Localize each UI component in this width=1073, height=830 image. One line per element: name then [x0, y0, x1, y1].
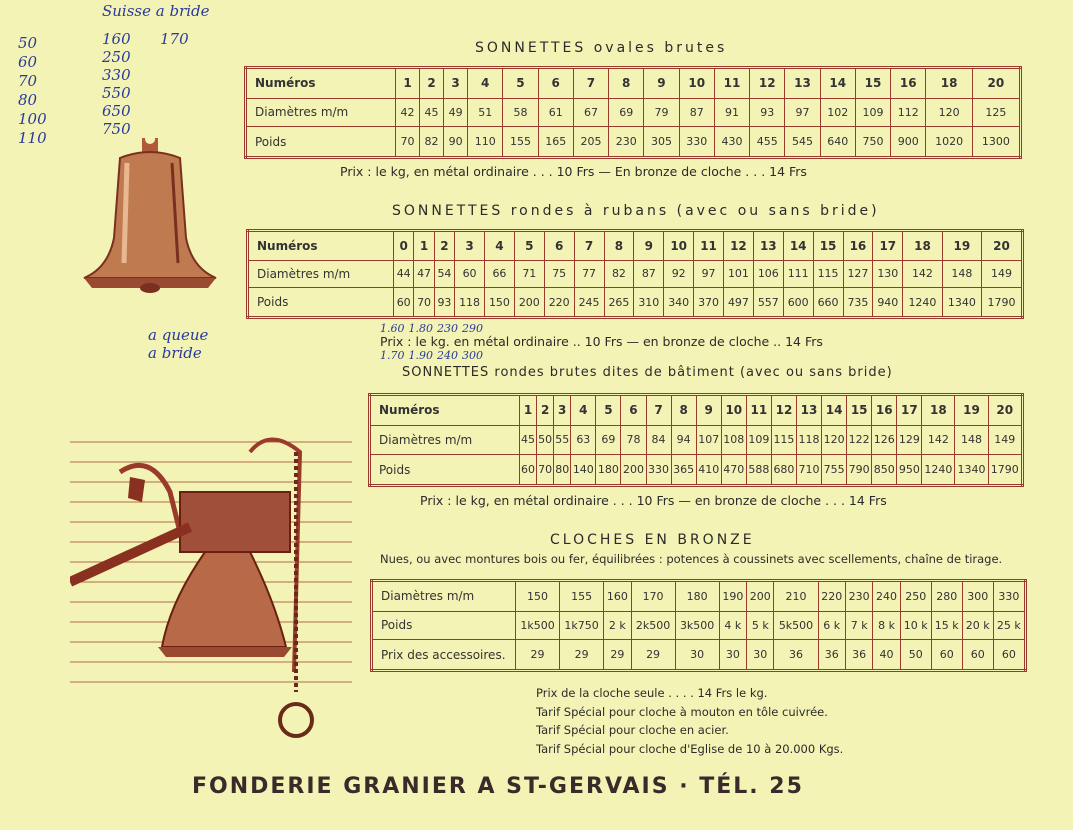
- table-cell: 142: [903, 260, 942, 288]
- hand-num: 650: [102, 102, 131, 120]
- table-cell: 200: [514, 288, 544, 318]
- table-cell: 265: [604, 288, 634, 318]
- table-cell: 4: [468, 68, 503, 99]
- section1-row-diametres: [246, 98, 1021, 127]
- side-note-bride: a bride: [148, 344, 202, 362]
- table-cell: 6 k: [818, 611, 845, 640]
- table-cell: 11: [694, 231, 724, 261]
- table-cell: 47: [414, 260, 434, 288]
- table-cell: 101: [724, 260, 754, 288]
- row-header: Diamètres m/m: [248, 260, 394, 288]
- row-header: Numéros: [246, 68, 396, 99]
- table-cell: 150: [516, 581, 560, 612]
- table-cell: 200: [621, 455, 646, 486]
- section2-row-poids: [248, 288, 1023, 318]
- hand-fig: 300: [462, 349, 483, 362]
- table-cell: 150: [485, 288, 515, 318]
- table-cell: 735: [843, 288, 873, 318]
- table-cell: 63: [571, 425, 596, 454]
- row-header: Diamètres m/m: [370, 425, 520, 454]
- table-cell: 600: [783, 288, 813, 318]
- hand-num: 330: [102, 66, 131, 84]
- table-cell: 2 k: [604, 611, 631, 640]
- table-cell: 165: [538, 127, 573, 158]
- hand-num: 110: [18, 129, 47, 147]
- table-cell: 190: [719, 581, 746, 612]
- table-cell: 55: [554, 425, 571, 454]
- table-cell: 1020: [926, 127, 972, 158]
- table-cell: 69: [609, 98, 644, 127]
- table-cell: 142: [922, 425, 955, 454]
- table-cell: 36: [818, 640, 845, 671]
- note-line: Tarif Spécial pour cloche en acier.: [536, 723, 729, 737]
- table-cell: 11: [746, 395, 771, 426]
- table-cell: 5: [596, 395, 621, 426]
- table-cell: 112: [891, 98, 926, 127]
- note-line: Prix de la cloche seule . . . . 14 Frs le kg.: [536, 686, 768, 700]
- table-cell: 220: [818, 581, 845, 612]
- row-header: Poids: [246, 127, 396, 158]
- handwritten-col1: [18, 34, 47, 148]
- table-cell: 44: [394, 260, 414, 288]
- table-cell: 118: [455, 288, 485, 318]
- row-header: Numéros: [248, 231, 394, 261]
- table-cell: 29: [631, 640, 675, 671]
- table-cell: 8: [604, 231, 634, 261]
- table-cell: 51: [468, 98, 503, 127]
- table-cell: 148: [942, 260, 981, 288]
- section1-table: [244, 66, 1022, 159]
- section2-row-diametres: [248, 260, 1023, 288]
- table-cell: 71: [514, 260, 544, 288]
- table-cell: 455: [750, 127, 785, 158]
- table-cell: 36: [845, 640, 872, 671]
- table-cell: 15: [855, 68, 890, 99]
- table-cell: 50: [900, 640, 931, 671]
- table-cell: 87: [634, 260, 664, 288]
- table-cell: 660: [813, 288, 843, 318]
- wall-bell-illustration: [70, 432, 352, 738]
- table-cell: 155: [560, 581, 604, 612]
- section3-row-poids: [370, 455, 1023, 486]
- table-cell: 17: [897, 395, 922, 426]
- table-cell: 365: [671, 455, 696, 486]
- row-header: Numéros: [370, 395, 520, 426]
- table-cell: 13: [753, 231, 783, 261]
- table-cell: 7: [573, 68, 608, 99]
- hand-fig: 240: [437, 349, 458, 362]
- table-cell: 93: [434, 288, 454, 318]
- table-cell: 14: [820, 68, 855, 99]
- table-cell: 17: [873, 231, 903, 261]
- table-cell: 13: [796, 395, 821, 426]
- table-cell: 4: [485, 231, 515, 261]
- table-cell: 16: [891, 68, 926, 99]
- section4-title: CLOCHES EN BRONZE: [550, 532, 755, 548]
- table-cell: 60: [993, 640, 1025, 671]
- table-cell: 82: [604, 260, 634, 288]
- table-cell: 19: [955, 395, 988, 426]
- table-cell: 850: [872, 455, 897, 486]
- table-cell: 14: [822, 395, 847, 426]
- table-cell: 5 k: [747, 611, 774, 640]
- table-cell: 60: [455, 260, 485, 288]
- table-cell: 230: [845, 581, 872, 612]
- table-cell: 497: [724, 288, 754, 318]
- table-cell: 18: [926, 68, 972, 99]
- table-cell: 205: [573, 127, 608, 158]
- row-header: Diamètres m/m: [372, 581, 516, 612]
- table-cell: 1240: [903, 288, 942, 318]
- notes: [536, 684, 843, 758]
- table-cell: 15: [847, 395, 872, 426]
- table-cell: 370: [694, 288, 724, 318]
- table-cell: 250: [900, 581, 931, 612]
- table-cell: 1: [414, 231, 434, 261]
- table-cell: 29: [560, 640, 604, 671]
- table-cell: 54: [434, 260, 454, 288]
- table-cell: 127: [843, 260, 873, 288]
- table-cell: 10: [664, 231, 694, 261]
- table-cell: 97: [785, 98, 820, 127]
- table-cell: 120: [926, 98, 972, 127]
- table-cell: 640: [820, 127, 855, 158]
- table-cell: 36: [774, 640, 818, 671]
- table-cell: 7: [574, 231, 604, 261]
- table-cell: 130: [873, 260, 903, 288]
- table-cell: 14: [783, 231, 813, 261]
- table-cell: 40: [873, 640, 900, 671]
- table-cell: 78: [621, 425, 646, 454]
- table-cell: 5: [503, 68, 538, 99]
- table-cell: 50: [537, 425, 554, 454]
- row-header: Prix des accessoires.: [372, 640, 516, 671]
- table-cell: 140: [571, 455, 596, 486]
- table-cell: 70: [414, 288, 434, 318]
- table-cell: 111: [783, 260, 813, 288]
- table-cell: 97: [694, 260, 724, 288]
- hand-num: 100: [18, 110, 47, 128]
- row-header: Diamètres m/m: [246, 98, 396, 127]
- table-cell: 900: [891, 127, 926, 158]
- table-cell: 129: [897, 425, 922, 454]
- table-cell: 20: [982, 231, 1023, 261]
- table-cell: 1790: [988, 455, 1023, 486]
- table-cell: 7 k: [845, 611, 872, 640]
- table-cell: 122: [847, 425, 872, 454]
- table-cell: 87: [679, 98, 714, 127]
- table-cell: 25 k: [993, 611, 1025, 640]
- table-cell: 92: [664, 260, 694, 288]
- hand-num: 550: [102, 84, 131, 102]
- table-cell: 60: [962, 640, 993, 671]
- table-cell: 155: [503, 127, 538, 158]
- table-cell: 120: [822, 425, 847, 454]
- table-cell: 108: [721, 425, 746, 454]
- table-cell: 170: [631, 581, 675, 612]
- table-cell: 310: [634, 288, 664, 318]
- table-cell: 20 k: [962, 611, 993, 640]
- table-cell: 950: [897, 455, 922, 486]
- section2-title: SONNETTES rondes à rubans (avec ou sans bride): [392, 203, 880, 219]
- table-cell: 110: [468, 127, 503, 158]
- hand-num: 250: [102, 48, 131, 66]
- table-cell: 6: [538, 68, 573, 99]
- footer: FONDERIE GRANIER A ST-GERVAIS · TÉL. 25: [192, 774, 804, 799]
- table-cell: 430: [714, 127, 749, 158]
- table-cell: 8 k: [873, 611, 900, 640]
- table-cell: 30: [747, 640, 774, 671]
- table-cell: 4 k: [719, 611, 746, 640]
- hand-fig: 230: [437, 322, 458, 335]
- table-cell: 210: [774, 581, 818, 612]
- section2-price: Prix : le kg. en métal ordinaire .. 10 Frs — en bronze de cloche .. 14 Frs: [380, 334, 823, 349]
- section4-row-accessoires: [372, 640, 1026, 671]
- table-cell: 545: [785, 127, 820, 158]
- handwritten-extra: 170: [160, 30, 189, 48]
- table-cell: 61: [538, 98, 573, 127]
- table-cell: 1340: [942, 288, 981, 318]
- hand-fig: 290: [462, 322, 483, 335]
- table-cell: 45: [420, 98, 444, 127]
- table-cell: 125: [972, 98, 1020, 127]
- table-cell: 60: [931, 640, 962, 671]
- table-cell: 6: [621, 395, 646, 426]
- table-cell: 330: [646, 455, 671, 486]
- table-cell: 60: [520, 455, 537, 486]
- table-cell: 16: [843, 231, 873, 261]
- table-cell: 42: [396, 98, 420, 127]
- table-cell: 8: [609, 68, 644, 99]
- hand-num: 750: [102, 120, 131, 138]
- handwritten-price-figures: [380, 322, 483, 362]
- table-cell: 29: [604, 640, 631, 671]
- table-cell: 106: [753, 260, 783, 288]
- table-cell: 30: [675, 640, 719, 671]
- table-cell: 149: [982, 260, 1023, 288]
- row-header: Poids: [372, 611, 516, 640]
- table-cell: 1k750: [560, 611, 604, 640]
- note-line: Tarif Spécial pour cloche à mouton en tôle cuivrée.: [536, 704, 828, 719]
- table-cell: 60: [394, 288, 414, 318]
- table-cell: 160: [604, 581, 631, 612]
- table-cell: 93: [750, 98, 785, 127]
- row-header: Poids: [370, 455, 520, 486]
- table-cell: 12: [771, 395, 796, 426]
- table-cell: 340: [664, 288, 694, 318]
- hand-num: 70: [18, 72, 38, 90]
- table-cell: 18: [903, 231, 942, 261]
- table-cell: 10: [721, 395, 746, 426]
- table-cell: 66: [485, 260, 515, 288]
- table-cell: 16: [872, 395, 897, 426]
- table-cell: 8: [671, 395, 696, 426]
- section1-row-poids: [246, 127, 1021, 158]
- table-cell: 2: [434, 231, 454, 261]
- table-cell: 1k500: [516, 611, 560, 640]
- table-cell: 94: [671, 425, 696, 454]
- section3-price: Prix : le kg, en métal ordinaire . . . 10 Frs — en bronze de cloche . . . 14 Frs: [420, 493, 887, 508]
- table-cell: 84: [646, 425, 671, 454]
- note-line: Tarif Spécial pour cloche d'Eglise de 10 à 20.000 Kgs.: [536, 741, 844, 756]
- table-cell: 305: [644, 127, 679, 158]
- section3-title: SONNETTES rondes brutes dites de bâtiment (avec ou sans bride): [402, 365, 893, 380]
- table-cell: 200: [747, 581, 774, 612]
- small-bell-illustration: [82, 138, 218, 294]
- section4-row-diametres: [372, 581, 1026, 612]
- table-cell: 15: [813, 231, 843, 261]
- section4-subtitle: Nues, ou avec montures bois ou fer, équilibrées : potences à coussinets avec scellements, chaîne de tirage.: [380, 552, 1003, 566]
- table-cell: 470: [721, 455, 746, 486]
- hand-fig: 1.90: [408, 349, 433, 362]
- table-cell: 30: [719, 640, 746, 671]
- table-cell: 118: [796, 425, 821, 454]
- table-cell: 1: [520, 395, 537, 426]
- table-cell: 102: [820, 98, 855, 127]
- table-cell: 1300: [972, 127, 1020, 158]
- table-cell: 10: [679, 68, 714, 99]
- handwritten-note-top: Suisse a bride: [102, 2, 210, 20]
- table-cell: 29: [516, 640, 560, 671]
- table-cell: 11: [714, 68, 749, 99]
- table-cell: 15 k: [931, 611, 962, 640]
- table-cell: 2k500: [631, 611, 675, 640]
- table-cell: 330: [993, 581, 1025, 612]
- table-cell: 557: [753, 288, 783, 318]
- table-cell: 1240: [922, 455, 955, 486]
- table-cell: 220: [544, 288, 574, 318]
- side-note-queue: a queue: [148, 326, 209, 344]
- section4-table: [370, 579, 1027, 672]
- table-cell: 4: [571, 395, 596, 426]
- table-cell: 149: [988, 425, 1023, 454]
- table-cell: 45: [520, 425, 537, 454]
- table-cell: 20: [988, 395, 1023, 426]
- hand-num: 60: [18, 53, 38, 71]
- table-cell: 90: [444, 127, 468, 158]
- hand-num: 80: [18, 91, 38, 109]
- hand-fig: 1.60: [380, 322, 405, 335]
- table-cell: 70: [396, 127, 420, 158]
- table-cell: 69: [596, 425, 621, 454]
- section3-row-diametres: [370, 425, 1023, 454]
- table-cell: 790: [847, 455, 872, 486]
- table-cell: 77: [574, 260, 604, 288]
- table-cell: 330: [679, 127, 714, 158]
- table-cell: 75: [544, 260, 574, 288]
- table-cell: 115: [771, 425, 796, 454]
- table-cell: 3: [554, 395, 571, 426]
- table-cell: 70: [537, 455, 554, 486]
- table-cell: 1340: [955, 455, 988, 486]
- table-cell: 7: [646, 395, 671, 426]
- table-cell: 180: [675, 581, 719, 612]
- table-cell: 750: [855, 127, 890, 158]
- section2-row-numeros: [248, 231, 1023, 261]
- table-cell: 20: [972, 68, 1020, 99]
- section1-price: Prix : le kg, en métal ordinaire . . . 10 Frs — En bronze de cloche . . . 14 Frs: [340, 164, 807, 179]
- table-cell: 5: [514, 231, 544, 261]
- table-cell: 19: [942, 231, 981, 261]
- row-header: Poids: [248, 288, 394, 318]
- table-cell: 9: [644, 68, 679, 99]
- table-cell: 240: [873, 581, 900, 612]
- table-cell: 3k500: [675, 611, 719, 640]
- section1-row-numeros: [246, 68, 1021, 99]
- table-cell: 940: [873, 288, 903, 318]
- table-cell: 1: [396, 68, 420, 99]
- hand-num: 160: [102, 30, 131, 48]
- table-cell: 58: [503, 98, 538, 127]
- table-cell: 2: [420, 68, 444, 99]
- section2-table: [246, 229, 1024, 319]
- table-cell: 755: [822, 455, 847, 486]
- table-cell: 13: [785, 68, 820, 99]
- hand-fig: 1.80: [408, 322, 433, 335]
- table-cell: 3: [444, 68, 468, 99]
- table-cell: 12: [724, 231, 754, 261]
- section4-row-poids: [372, 611, 1026, 640]
- section3-row-numeros: [370, 395, 1023, 426]
- table-cell: 3: [455, 231, 485, 261]
- table-cell: 82: [420, 127, 444, 158]
- table-cell: 180: [596, 455, 621, 486]
- table-cell: 410: [696, 455, 721, 486]
- table-cell: 0: [394, 231, 414, 261]
- table-cell: 49: [444, 98, 468, 127]
- table-cell: 107: [696, 425, 721, 454]
- table-cell: 18: [922, 395, 955, 426]
- table-cell: 67: [573, 98, 608, 127]
- table-cell: 79: [644, 98, 679, 127]
- table-cell: 9: [696, 395, 721, 426]
- table-cell: 148: [955, 425, 988, 454]
- table-cell: 91: [714, 98, 749, 127]
- table-cell: 588: [746, 455, 771, 486]
- table-cell: 280: [931, 581, 962, 612]
- table-cell: 680: [771, 455, 796, 486]
- table-cell: 109: [746, 425, 771, 454]
- table-cell: 10 k: [900, 611, 931, 640]
- table-cell: 109: [855, 98, 890, 127]
- section3-table: [368, 393, 1024, 487]
- table-cell: 80: [554, 455, 571, 486]
- table-cell: 9: [634, 231, 664, 261]
- table-cell: 230: [609, 127, 644, 158]
- table-cell: 5k500: [774, 611, 818, 640]
- table-cell: 1790: [982, 288, 1023, 318]
- table-cell: 710: [796, 455, 821, 486]
- table-cell: 6: [544, 231, 574, 261]
- table-cell: 300: [962, 581, 993, 612]
- table-cell: 2: [537, 395, 554, 426]
- table-cell: 245: [574, 288, 604, 318]
- table-cell: 115: [813, 260, 843, 288]
- table-cell: 12: [750, 68, 785, 99]
- hand-num: 50: [18, 34, 38, 52]
- table-cell: 126: [872, 425, 897, 454]
- section1-title: SONNETTES ovales brutes: [475, 40, 728, 56]
- handwritten-col2: [102, 30, 131, 138]
- hand-fig: 1.70: [380, 349, 405, 362]
